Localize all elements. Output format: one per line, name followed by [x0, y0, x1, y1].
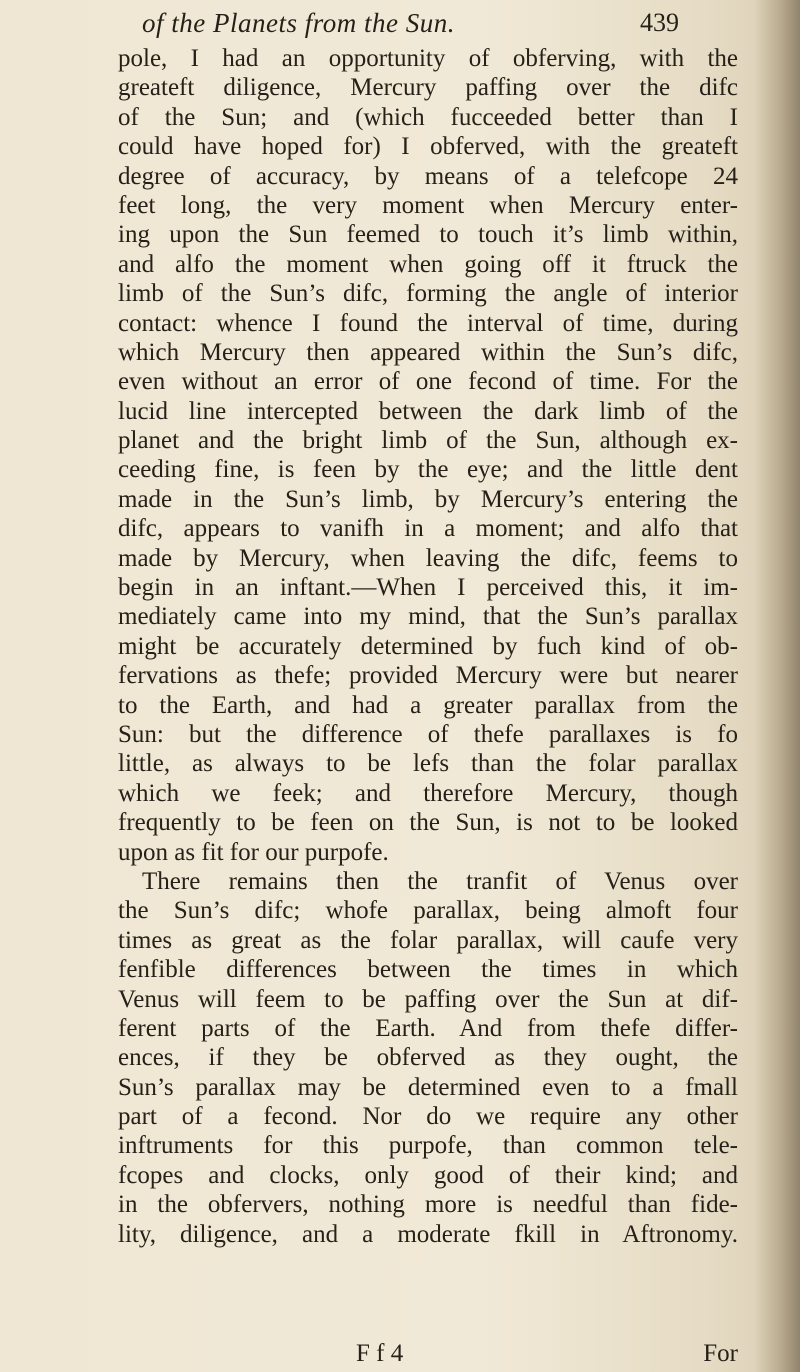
text-line: which Mercury then appeared within the Sun’s difc, — [118, 338, 738, 366]
text-line: made by Mercury, when leaving the difc, feems to — [118, 544, 738, 572]
text-line: ferent parts of the Earth. And from thefe differ- — [118, 1014, 738, 1042]
text-line: fervations as thefe; provided Mercury were but nearer — [118, 662, 738, 690]
catchword: For — [703, 1340, 738, 1367]
text-line: to the Earth, and had a greater parallax from the — [118, 691, 738, 719]
text-line: fenfible differences between the times in which — [118, 956, 738, 984]
page-edge-shadow — [754, 0, 800, 1372]
text-line: fcopes and clocks, only good of their kind; and — [118, 1161, 738, 1189]
text-line: contact: whence I found the interval of time, during — [118, 309, 738, 337]
text-line: inftruments for this purpofe, than common tele- — [118, 1132, 738, 1160]
text-line: pole, I had an opportunity of obferving, with the — [118, 45, 738, 72]
text-line-paragraph-end: upon as fit for our purpofe. — [118, 838, 389, 866]
text-line: the Sun’s difc; whofe parallax, being almoft four — [118, 897, 738, 925]
text-line: might be accurately determined by fuch kind of ob- — [118, 632, 738, 660]
text-line: times as great as the folar parallax, will caufe very — [118, 926, 738, 954]
body-text — [118, 44, 738, 1249]
page-footer — [118, 1340, 738, 1370]
page-number: 439 — [640, 8, 679, 37]
text-line: planet and the bright limb of the Sun, although ex- — [118, 427, 738, 455]
text-line: degree of accuracy, by means of a telefcope 24 — [118, 162, 738, 190]
signature-mark: F f 4 — [356, 1340, 404, 1367]
text-line: little, as always to be lefs than the folar parallax — [118, 750, 738, 778]
text-line-paragraph-start: There remains then the tranfit of Venus over — [142, 867, 738, 895]
text-line: in the obfervers, nothing more is needful than fide- — [118, 1191, 738, 1219]
text-line: ceeding fine, is feen by the eye; and the little dent — [118, 456, 738, 484]
running-title: of the Planets from the Sun. — [142, 8, 455, 38]
text-line: made in the Sun’s limb, by Mercury’s entering the — [118, 485, 738, 513]
text-line: feet long, the very moment when Mercury enter- — [118, 191, 738, 219]
text-line: Venus will feem to be paffing over the Sun at dif- — [118, 985, 738, 1013]
text-line: greateft diligence, Mercury paffing over the difc — [118, 74, 738, 102]
text-line: which we feek; and therefore Mercury, though — [118, 779, 738, 807]
text-line: ing upon the Sun feemed to touch it’s limb within, — [118, 221, 738, 249]
text-line: mediately came into my mind, that the Sun’s parallax — [118, 603, 738, 631]
text-line: Sun’s parallax may be determined even to a fmall — [118, 1073, 738, 1101]
text-line: Sun: but the difference of thefe parallaxes is fo — [118, 720, 738, 748]
text-line: and alfo the moment when going off it ftruck the — [118, 250, 738, 278]
text-line: could have hoped for) I obferved, with the greateft — [118, 133, 738, 161]
text-line: frequently to be feen on the Sun, is not to be looked — [118, 809, 738, 837]
text-line: of the Sun; and (which fucceeded better than I — [118, 103, 738, 131]
text-line: even without an error of one fecond of time. For the — [118, 368, 738, 396]
text-line: part of a fecond. Nor do we require any other — [118, 1103, 738, 1131]
text-line: limb of the Sun’s difc, forming the angle of interior — [118, 280, 738, 308]
text-line: difc, appears to vanifh in a moment; and alfo that — [118, 515, 738, 543]
text-line: lity, diligence, and a moderate fkill in Aftronomy. — [118, 1220, 738, 1248]
text-line: begin in an inftant.—When I perceived this, it im- — [118, 574, 738, 602]
text-line: ences, if they be obferved as they ought, the — [118, 1044, 738, 1072]
text-line: lucid line intercepted between the dark limb of the — [118, 397, 738, 425]
